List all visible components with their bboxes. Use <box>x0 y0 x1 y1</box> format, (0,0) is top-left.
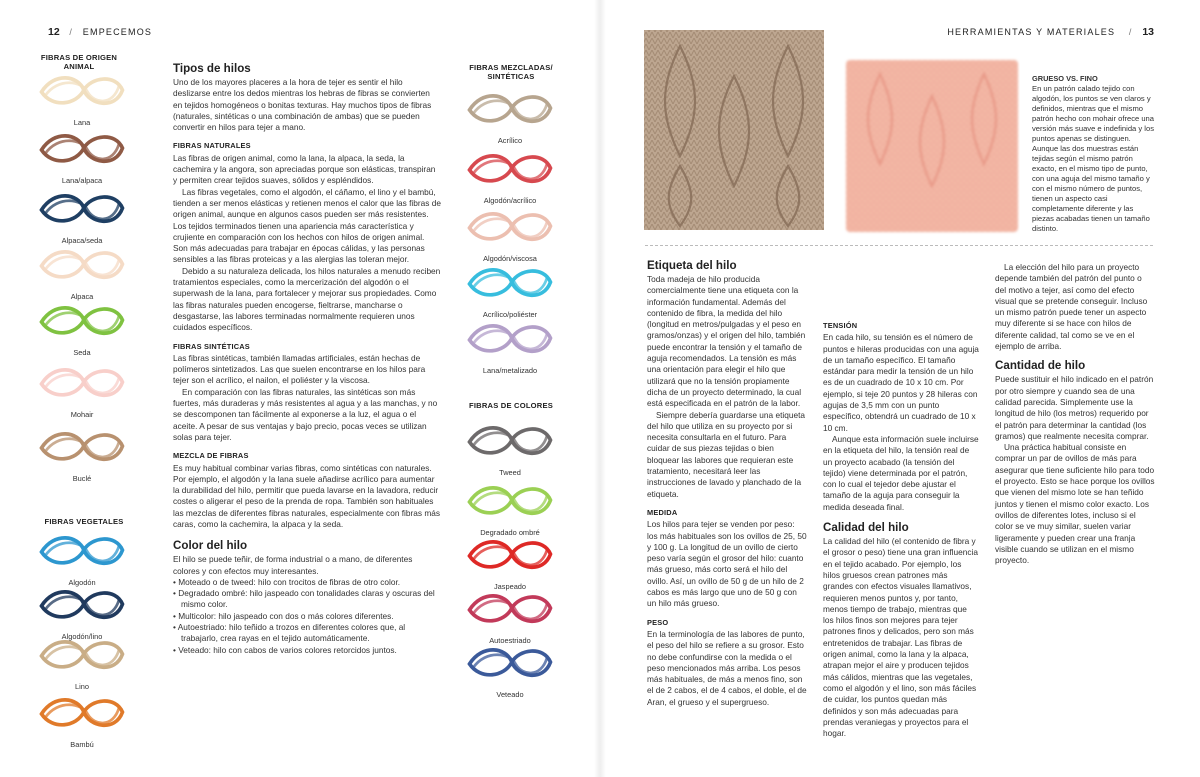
yarn-swatch <box>460 146 560 197</box>
mezcla-para: Es muy habitual combinar varias fibras, como sintéticas con naturales. Por ejemplo, el algodón y la lana suele añadirse acrílico para aumentar la durabilidad del hilo, permitir que pueda lavarse en la lavadora, reducir costes o aligerar el peso de la prenda de ropa. También son habituales las mezclas de diferentes fibras naturales, especialmente con fibras más caras, como la cachemira, la alpaca y la seda. <box>173 462 441 529</box>
yarn-swatch-label: Alpaca <box>70 292 94 301</box>
subheading-tension: TENSIÓN <box>823 321 858 330</box>
yarn-swatch <box>460 204 560 255</box>
folio-separator: / <box>1128 27 1133 37</box>
yarn-swatch-image <box>32 126 132 172</box>
group-label-vegetal: FIBRAS VEGETALES <box>44 517 124 526</box>
tipos-intro: Uno de los mayores placeres a la hora de tejer es sentir el hilo deslizarse entre los dedos mientras los hebras de fibras se convierten en tejidos homogéneos o bonitas texturas. Hay muchos tipos de fibras (naturales, sintéticas o una combinación de ambas) que se pueden convertir en hilos para tejer a mano. <box>173 77 432 133</box>
heading-tipos: Tipos de hilos <box>173 62 251 75</box>
yarn-swatch-image <box>460 316 560 362</box>
yarn-swatch-label: Autoestriado <box>489 636 531 645</box>
book-gutter <box>594 0 606 777</box>
right-text-column-1 <box>647 259 807 708</box>
yarn-swatch-label: Seda <box>73 348 91 357</box>
yarn-swatch-label: Acrílico/poliéster <box>482 310 538 319</box>
right-text-column-3 <box>995 262 1155 566</box>
yarn-swatch <box>32 186 132 237</box>
yarn-swatch-image <box>32 632 132 678</box>
yarn-swatch <box>460 532 560 583</box>
yarn-swatch <box>32 528 132 579</box>
yarn-swatch-image <box>32 68 132 114</box>
subheading-peso: PESO <box>647 617 669 627</box>
yarn-swatch-label: Algodón/acrílico <box>483 196 537 205</box>
yarn-swatch <box>460 418 560 469</box>
subheading-medida: MEDIDA <box>647 507 678 517</box>
yarn-swatch-image <box>32 690 132 736</box>
yarn-swatch-image <box>460 146 560 192</box>
yarn-swatch-image <box>32 242 132 288</box>
yarn-swatch-label: Algodón/lino <box>61 632 103 641</box>
yarn-swatch-image <box>32 582 132 628</box>
page-number-left: 12 <box>48 26 60 38</box>
calidad-para-2: La elección del hilo para un proyecto depende también del patrón del punto o del motivo a tejer, así como del efecto visual que se pretende conseguir. Incluso un mismo patrón puede tener un aspecto muy diferente si se hace con hilos de diferente calidad, tal como se ve en el ejemplo de arriba. <box>995 262 1148 352</box>
yarn-swatch-label: Lana/alpaca <box>61 176 103 185</box>
yarn-swatch-image <box>460 478 560 524</box>
color-bullet: • Moteado o de tweed: hilo con trocitos de fibras de otro color. <box>173 576 401 587</box>
color-bullet: • Autoestriado: hilo teñido a trozos en diferentes colores que, al trabajarlo, crea rayas en el tejido automáticamente. <box>173 622 406 644</box>
yarn-swatch <box>32 68 132 119</box>
yarn-swatch-image <box>32 424 132 470</box>
yarn-swatch <box>460 86 560 137</box>
yarn-swatch <box>460 478 560 529</box>
section-title-right: HERRAMIENTAS Y MATERIALES <box>947 27 1116 37</box>
yarn-swatch-label: Bambú <box>70 740 94 749</box>
yarn-swatch-label: Buclé <box>72 474 92 483</box>
cotton-swatch <box>644 30 824 230</box>
yarn-swatch <box>32 424 132 475</box>
group-label-color: FIBRAS DE COLORES <box>469 401 553 410</box>
page-header-left <box>48 26 152 38</box>
sinteticas-para-2: En comparación con las fibras naturales, las sintéticas son más fuertes, más duraderas y más resistentes al agua y a las manchas, y no se descomponen tan fácilmente al exponerse a la luz, el agua o el aceite. A pesar de sus ventajas y bajo precio, pocas veces se utilizan solas para tejer. <box>173 386 438 442</box>
subheading-mezcla: MEZCLA DE FIBRAS <box>173 451 249 461</box>
yarn-swatch <box>32 632 132 683</box>
group-label-mixed: FIBRAS MEZCLADAS/ SINTÉTICAS <box>469 63 553 81</box>
sinteticas-para-1: Las fibras sintéticas, también llamadas artificiales, están hechas de polímeros sintetizados. Las que suelen encontrarse en los hilos para tejer son el acrílico, el nailon, el poliéster y la viscosa. <box>173 352 426 386</box>
yarn-swatch-image <box>32 360 132 406</box>
subheading-sinteticas: FIBRAS SINTÉTICAS <box>173 341 250 351</box>
yarn-swatch <box>460 316 560 367</box>
yarn-swatch-image <box>460 418 560 464</box>
yarn-swatch-image <box>460 532 560 578</box>
tension-para-1: En cada hilo, su tensión es el número de puntos e hileras producidas con una aguja de un tamaño específico. El tamaño estándar para medir la tensión de un hilo es de un cuadrado de 10 x 10 cm. Por ejemplo, si teje 20 puntos y 28 hileras con agujas de 3,5 mm con un punto específico, obtendrá un cuadrado de 10 x 10 cm. <box>823 332 979 433</box>
yarn-swatch-image <box>460 86 560 132</box>
yarn-swatch <box>32 582 132 633</box>
left-text-column <box>173 62 441 656</box>
yarn-swatch <box>460 586 560 637</box>
etiqueta-para-1: Toda madeja de hilo producida comercialmente tiene una etiqueta con la información fundamental. Además del contenido de fibra, la medida del hilo (longitud en metros/pulgadas y el peso en gramos/onzas) y el origen del hilo, también puede encontrar la tensión y el tamaño de aguja recomendados. La tensión es más una orientación para elegir el hilo que utilizará que no la tensión propiamente dicha de un proyecto determinado, la cual está especificada en el patrón de la labor. <box>647 274 806 409</box>
yarn-swatch <box>32 242 132 293</box>
yarn-swatch <box>32 360 132 411</box>
right-text-column-2 <box>823 320 979 739</box>
heading-cantidad: Cantidad de hilo <box>995 359 1086 373</box>
subheading-naturales: FIBRAS NATURALES <box>173 141 251 151</box>
yarn-swatch-image <box>460 204 560 250</box>
medida-para: Los hilos para tejer se venden por peso: los más habituales son los ovillos de 25, 50 y 100 g. La longitud de un ovillo de cierto peso varía según el grosor del hilo: cuanto más grueso, más corto será el hilo del ovillo. Así, un ovillo de 50 g de un hilo de 2 cabos es más largo que uno de 50 g con un hilo más grueso. <box>647 519 807 609</box>
etiqueta-para-2: Siempre debería guardarse una etiqueta del hilo que utiliza en su proyecto por si necesita consultarla en el futuro. Para cuidar de sus piezas tejidas o bien bloquear las labores que requieran este tratamiento, necesitará leer las instrucciones de lavado y planchado de la etiqueta. <box>647 409 805 499</box>
caption-title: GRUESO VS. FINO <box>1032 74 1098 83</box>
mohair-swatch <box>846 60 1018 232</box>
caption-text: En un patrón calado tejido con algodón, los puntos se ven claros y definidos, mientras que el mismo patrón hecho con mohair ofrece una versión más suave e indefinida y los puntos apenas se distinguen. Aunque las dos muestras están tejidas según el mismo patrón exacto, en el mismo tipo de punto, con una aguja del mismo tamaño y con el mismo número de puntos, tienen un aspecto casi completamente diferente y las piezas acabadas tienen un tamaño distinto. <box>1032 84 1155 233</box>
yarn-swatch-label: Degradado ombré <box>480 528 540 537</box>
naturales-para-3: Debido a su naturaleza delicada, los hilos naturales a menudo reciben tratamientos especiales, como la mercerización del algodón o el superwash de la lana, para fortalecer y mejorar sus propiedades. Como las fibras naturales pueden encogerse, fieltrarse, mancharse o desgastarse, las labores terminadas normalmente requieren unos cuidados específicos. <box>173 265 441 333</box>
yarn-swatch <box>460 640 560 691</box>
yarn-swatch-image <box>460 260 560 306</box>
yarn-swatch-label: Algodón <box>68 578 96 587</box>
folio-separator: / <box>69 27 74 37</box>
yarn-swatch-label: Algodón/viscosa <box>483 254 537 263</box>
group-label-animal: FIBRAS DE ORIGEN ANIMAL <box>40 53 118 71</box>
color-bullet: • Multicolor: hilo jaspeado con dos o más colores diferentes. <box>173 610 394 621</box>
yarn-swatch-label: Lino <box>75 682 89 691</box>
yarn-swatch <box>32 298 132 349</box>
yarn-swatch-label: Veteado <box>496 690 524 699</box>
color-bullet-list <box>173 577 441 656</box>
heading-etiqueta: Etiqueta del hilo <box>647 259 737 272</box>
photo-caption <box>1032 74 1156 234</box>
tension-para-2: Aunque esta información suele incluirse en la etiqueta del hilo, la tensión real de un proyecto acabado (la tensión del tejido) viene determinada por el patrón, con lo cual el tejedor debe ajustar el tamaño de la aguja para conseguir la medida deseada final. <box>823 433 979 512</box>
yarn-swatch-label: Lana <box>73 118 91 127</box>
yarn-swatch-label: Alpaca/seda <box>61 236 103 245</box>
yarn-swatch-label: Tweed <box>499 468 521 477</box>
yarn-swatch-label: Mohair <box>70 410 94 419</box>
naturales-para-1: Las fibras de origen animal, como la lana, la alpaca, la seda, la cachemira y la angora, son apreciadas porque son elásticas, transpiran y permiten crear tejidos suaves, sólidos y espléndidos. <box>173 152 436 186</box>
cantidad-para-1: Puede sustituir el hilo indicado en el patrón por otro siempre y cuando sea de una calidad parecida. Simplemente use la longitud de hilo (los metros) requerido por el patrón para determinar la cantidad (los gramos) que realmente necesita comprar. <box>995 374 1154 441</box>
yarn-swatch-label: Jaspeado <box>493 582 527 591</box>
yarn-swatch-image <box>32 298 132 344</box>
yarn-swatch <box>32 126 132 177</box>
yarn-swatch <box>460 260 560 311</box>
naturales-para-2: Las fibras vegetales, como el algodón, el cáñamo, el lino y el bambú, tienden a ser menos elásticas y retienen menos el calor que las fibras de origen animal, aunque en algunos casos pueden ser más resistentes. Los tejidos terminados tienen una apariencia más característica y crujiente en comparación con los hechos con hilos de origen animal. Son más adecuadas para trabajar en épocas cálidas, y las personas sensibles a las fibras proteicas y a las alergias las toleran mejor. <box>173 186 441 265</box>
yarn-swatch <box>32 690 132 741</box>
yarn-swatch-label: Acrílico <box>497 136 523 145</box>
page-number-right: 13 <box>1142 26 1154 38</box>
yarn-swatch-image <box>32 186 132 232</box>
yarn-swatch-image <box>460 640 560 686</box>
color-bullet: • Degradado ombré: hilo jaspeado con tonalidades claras y oscuras del mismo color. <box>173 588 435 610</box>
heading-color: Color del hilo <box>173 539 248 553</box>
yarn-swatch-image <box>460 586 560 632</box>
section-divider <box>645 245 1153 246</box>
section-title-left: EMPECEMOS <box>82 27 153 37</box>
heading-calidad: Calidad del hilo <box>823 521 909 535</box>
peso-para: En la terminología de las labores de punto, el peso del hilo se refiere a su grosor. Esto no debe confundirse con la medida o el peso mencionados más arriba. Los pesos más habituales, de más a menos fino, son el de 2 cabos, el de 4 cabos, el doble, el de Aran, el grueso y el supergrueso. <box>647 628 807 707</box>
color-bullet: • Veteado: hilo con cabos de varios colores retorcidos juntos. <box>173 644 397 655</box>
knit-swatches-photo <box>640 26 1020 236</box>
yarn-swatch-label: Lana/metalizado <box>482 366 538 375</box>
color-intro: El hilo se puede teñir, de forma industrial o a mano, de diferentes colores y con efectos muy interesantes. <box>173 554 413 576</box>
cantidad-para-2: Una práctica habitual consiste en comprar un par de ovillos de más para asegurar que tiene suficiente hilo para todo el proyecto. Esto se hace porque los ovillos que vienen del mismo lote se han teñido juntos y tienen el mismo color exacto. Los ovillos de diferentes lotes, incluso si el color se ve muy similar, suelen variar ligeramente y pueden crear una franja visible cuando se utilizan en el mismo proyecto. <box>995 442 1155 566</box>
calidad-para-1: La calidad del hilo (el contenido de fibra y el grosor o peso) tiene una gran influencia en el tejido acabado. Por ejemplo, los hilos gruesos crean patrones más grandes con efectos visuales llamativos, requieren menos puntos y, por tanto, menos tiempo de trabajo, mientras que los hilos finos son mejores para tejer patrones finos y delicados, pero son más entretenidos de trabajar. Las fibras de origen animal, como la lana y la alpaca, atrapan mejor el aire y producen tejidos más cálidos, mientras que las vegetales, como el algodón y el lino, son más fáciles de cuidar, los puntos quedan más definidos y son más adecuadas para prendas veraniegas y proyectos para el hogar. <box>823 536 978 739</box>
yarn-swatch-image <box>32 528 132 574</box>
